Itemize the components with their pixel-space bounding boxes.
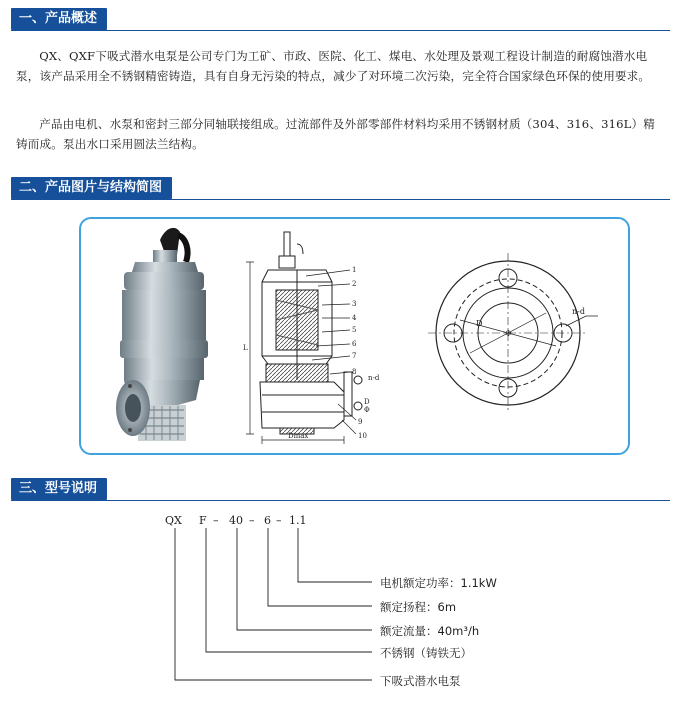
dimension-label: Dmax [288,432,309,440]
section-header-overview: 一、产品概述 [11,8,107,30]
flange-labels [476,307,585,338]
model-code-separator: – [249,514,255,527]
part-number: 4 [352,314,357,322]
model-code-separator: – [276,514,282,527]
overview-paragraph-1: QX、QXF下吸式潜水电泵是公司专门为工矿、市政、医院、化工、煤电、水处理及景观工程设计制造的耐腐蚀潜水电泵，该产品采用全不锈钢精密铸造，具有自身无污染的特点，减少了对环境二次污染，完全符合国家绿色环保的使用要求。 [16,49,651,83]
model-legend-material: 不锈钢（铸铁无） [380,646,472,660]
model-code [165,514,307,527]
part-number: 8 [352,368,357,376]
model-code-material: F [199,514,207,527]
model-legend-type: 下吸式潜水电泵 [380,674,461,688]
part-number: 1 [352,266,357,274]
part-number: 5 [352,326,357,334]
dimension-label: Φ [364,406,370,414]
part-number: 6 [352,340,357,348]
part-number: 3 [352,300,357,308]
model-code-flow: 40 [229,514,243,527]
model-code-power: 1.1 [289,514,307,527]
part-number: 7 [352,352,357,360]
dimension-label: n-d [368,374,380,382]
section-divider [11,500,670,501]
dimension-label: L [243,344,248,352]
model-code-series: QX [165,514,182,527]
part-number: 9 [358,418,363,426]
dimension-label: Φ [505,329,512,338]
model-leader-lines [175,528,372,680]
model-legend-power: 电机额定功率：1.1kW [380,576,497,590]
model-legend-flow: 额定流量：40m³/h [380,624,480,638]
model-code-separator: – [213,514,219,527]
dimension-label: D [364,398,370,406]
overview-paragraph-2: 产品由电机、水泵和密封三部分同轴联接组成。过流部件及外部零部件材料均采用不锈钢材质（304、316、316L）精铸而成。泵出水口采用圆法兰结构。 [16,117,655,151]
flange-drawing [428,253,598,413]
part-number: 10 [358,432,367,440]
cross-section-drawing [246,232,362,444]
dimension-label: D [476,319,483,328]
pump-photo [116,228,208,441]
dimension-label: n-d [572,307,585,316]
section-header-model: 三、型号说明 [11,478,107,500]
model-legend-head: 额定扬程：6m [380,600,457,614]
model-code-head: 6 [264,514,271,527]
part-number: 2 [352,280,357,288]
section-header-images: 二、产品图片与结构简图 [11,177,172,199]
